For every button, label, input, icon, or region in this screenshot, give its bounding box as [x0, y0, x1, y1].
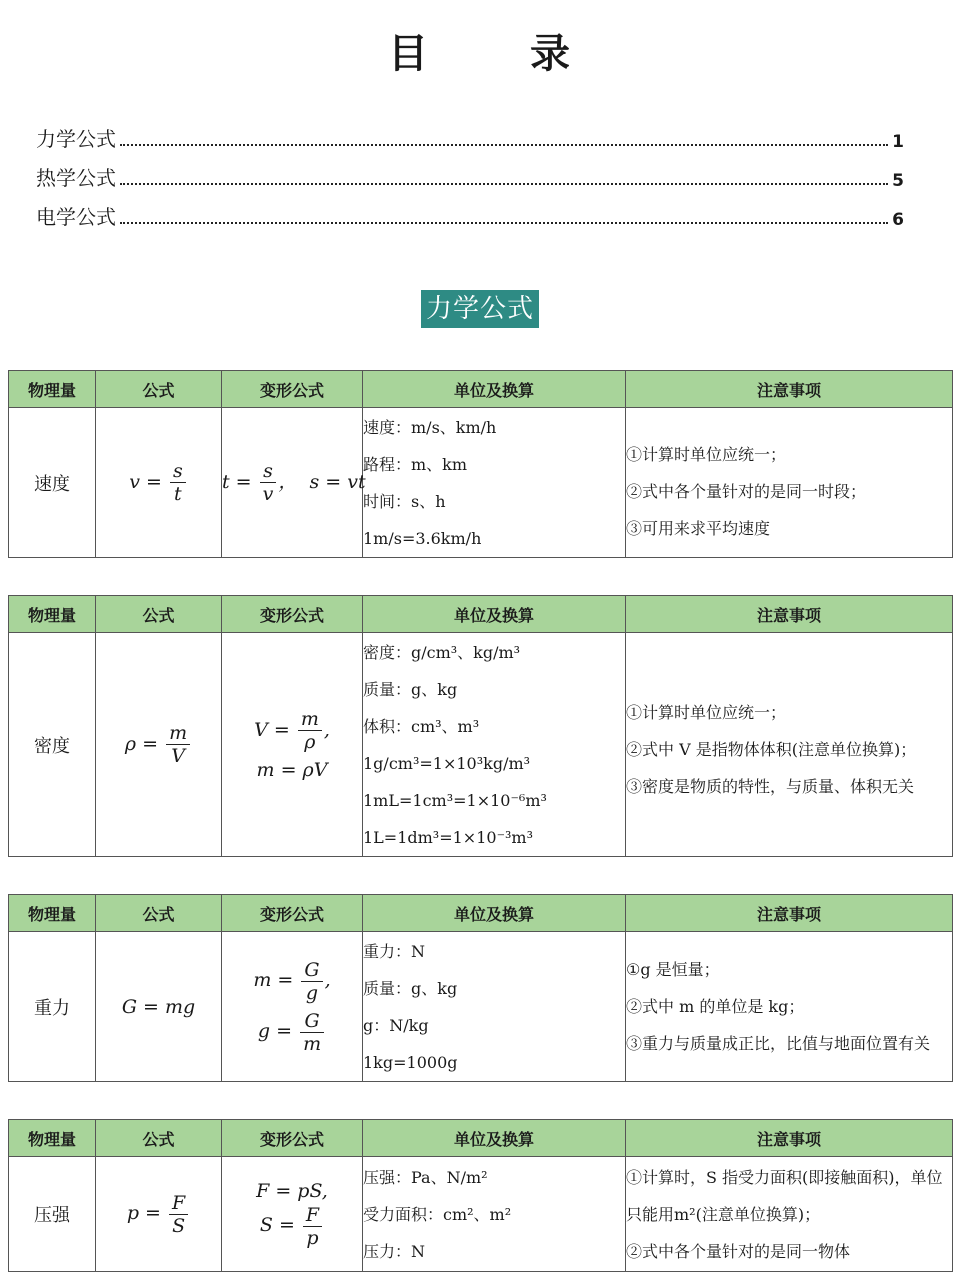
formula-table-speed [8, 370, 953, 558]
notes-cell [626, 633, 953, 857]
note-line: ①计算时，S 指受力面积(即接触面积)，单位只能用m²(注意单位换算)； [626, 1167, 943, 1224]
unit-line: 1m/s=3.6km/h [363, 528, 482, 548]
unit-line: 压强：Pa、N/m² [363, 1167, 488, 1187]
note-line: ①g 是恒量； [626, 960, 720, 979]
note-line: ③可用来求平均速度 [626, 519, 771, 538]
formula-cell: v = $\frac{s}{t}$ [96, 408, 222, 558]
quantity-name: 压强 [9, 1157, 96, 1272]
table-row [9, 1157, 953, 1272]
header-units: 单位及换算 [363, 1120, 626, 1157]
quantity-name: 密度 [9, 633, 96, 857]
toc-entry-heat[interactable] [36, 161, 904, 191]
table-header-row [9, 1120, 953, 1157]
note-line: ②式中 m 的单位是 kg； [626, 997, 805, 1016]
unit-line: 1g/cm³=1×10³kg/m³ [363, 753, 531, 773]
table-header-row [9, 895, 953, 932]
note-line: ②式中 V 是指物体体积(注意单位换算)； [626, 740, 917, 759]
header-notes: 注意事项 [626, 895, 953, 932]
toc-entry-mechanics[interactable] [36, 122, 904, 152]
note-line: ①计算时单位应统一； [626, 445, 787, 464]
toc-label: 热学公式 [36, 166, 116, 190]
formula-cell: p = $\frac{F}{S}$ [96, 1157, 222, 1272]
header-formula: 公式 [96, 596, 222, 633]
toc-leader [120, 144, 888, 146]
unit-line: 速度：m/s、km/h [363, 417, 497, 437]
table-row [9, 408, 953, 558]
unit-line: g：N/kg [363, 1015, 429, 1035]
header-formula: 公式 [96, 1120, 222, 1157]
header-units: 单位及换算 [363, 371, 626, 408]
header-notes: 注意事项 [626, 371, 953, 408]
header-quantity: 物理量 [9, 895, 96, 932]
page-title: 目 录 [388, 31, 614, 77]
toc-leader [120, 222, 888, 224]
derived-formula-cell: m = $\frac{G}{g}$ , g = $\frac{G}{m}$ [222, 932, 363, 1082]
formula-table-pressure [8, 1119, 953, 1272]
formula-cell: G = mg [96, 932, 222, 1082]
units-cell [363, 932, 626, 1082]
units-cell [363, 408, 626, 558]
units-cell [363, 1157, 626, 1272]
quantity-name: 重力 [9, 932, 96, 1082]
toc-entry-electricity[interactable] [36, 200, 904, 230]
unit-line: 体积：cm³、m³ [363, 716, 480, 736]
toc-page: 5 [892, 171, 904, 191]
toc-page: 6 [892, 210, 904, 230]
unit-line: 时间：s、h [363, 491, 446, 511]
note-line: ②式中各个量针对的是同一时段； [626, 482, 867, 501]
header-quantity: 物理量 [9, 596, 96, 633]
toc-leader [120, 183, 888, 185]
unit-line: 质量：g、kg [363, 679, 458, 699]
note-line: ②式中各个量针对的是同一物体 [626, 1241, 851, 1261]
unit-line: 重力：N [363, 941, 426, 961]
header-units: 单位及换算 [363, 596, 626, 633]
table-header-row [9, 596, 953, 633]
toc-label: 力学公式 [36, 127, 116, 151]
header-formula: 公式 [96, 371, 222, 408]
header-derived: 变形公式 [222, 596, 363, 633]
unit-line: 受力面积：cm²、m² [363, 1204, 512, 1224]
table-row [9, 633, 953, 857]
formula-table-gravity [8, 894, 953, 1082]
toc-label: 电学公式 [36, 205, 116, 229]
header-notes: 注意事项 [626, 1120, 953, 1157]
unit-line: 1L=1dm³=1×10⁻³m³ [363, 827, 534, 847]
header-derived: 变形公式 [222, 371, 363, 408]
table-header-row [9, 371, 953, 408]
notes-cell [626, 408, 953, 558]
units-cell [363, 633, 626, 857]
derived-formula-cell: V = $\frac{m}{\rho}$ , m = ρV [222, 633, 363, 857]
header-notes: 注意事项 [626, 596, 953, 633]
unit-line: 路程：m、km [363, 454, 468, 474]
header-formula: 公式 [96, 895, 222, 932]
quantity-name: 速度 [9, 408, 96, 558]
unit-line: 1mL=1cm³=1×10⁻⁶m³ [363, 790, 547, 810]
note-line: ③密度是物质的特性，与质量、体积无关 [626, 777, 915, 796]
header-quantity: 物理量 [9, 371, 96, 408]
section-title: 力学公式 [421, 290, 539, 328]
header-derived: 变形公式 [222, 895, 363, 932]
header-units: 单位及换算 [363, 895, 626, 932]
header-quantity: 物理量 [9, 1120, 96, 1157]
formula-table-density [8, 595, 953, 857]
header-derived: 变形公式 [222, 1120, 363, 1157]
derived-formula-cell: t = $\frac{s}{v}$ ， s = vt [222, 408, 363, 558]
note-line: ③重力与质量成正比，比值与地面位置有关 [626, 1034, 931, 1053]
formula-cell: ρ = $\frac{m}{V}$ [96, 633, 222, 857]
notes-cell [626, 1157, 953, 1272]
unit-line: 压力：N [363, 1241, 426, 1261]
table-row [9, 932, 953, 1082]
unit-line: 1kg=1000g [363, 1052, 458, 1072]
unit-line: 质量：g、kg [363, 978, 458, 998]
notes-cell [626, 932, 953, 1082]
unit-line: 密度：g/cm³、kg/m³ [363, 642, 521, 662]
derived-formula-cell: F = pS, S = $\frac{F}{p}$ [222, 1157, 363, 1272]
note-line: ①计算时单位应统一； [626, 703, 787, 722]
toc-page: 1 [892, 132, 904, 152]
